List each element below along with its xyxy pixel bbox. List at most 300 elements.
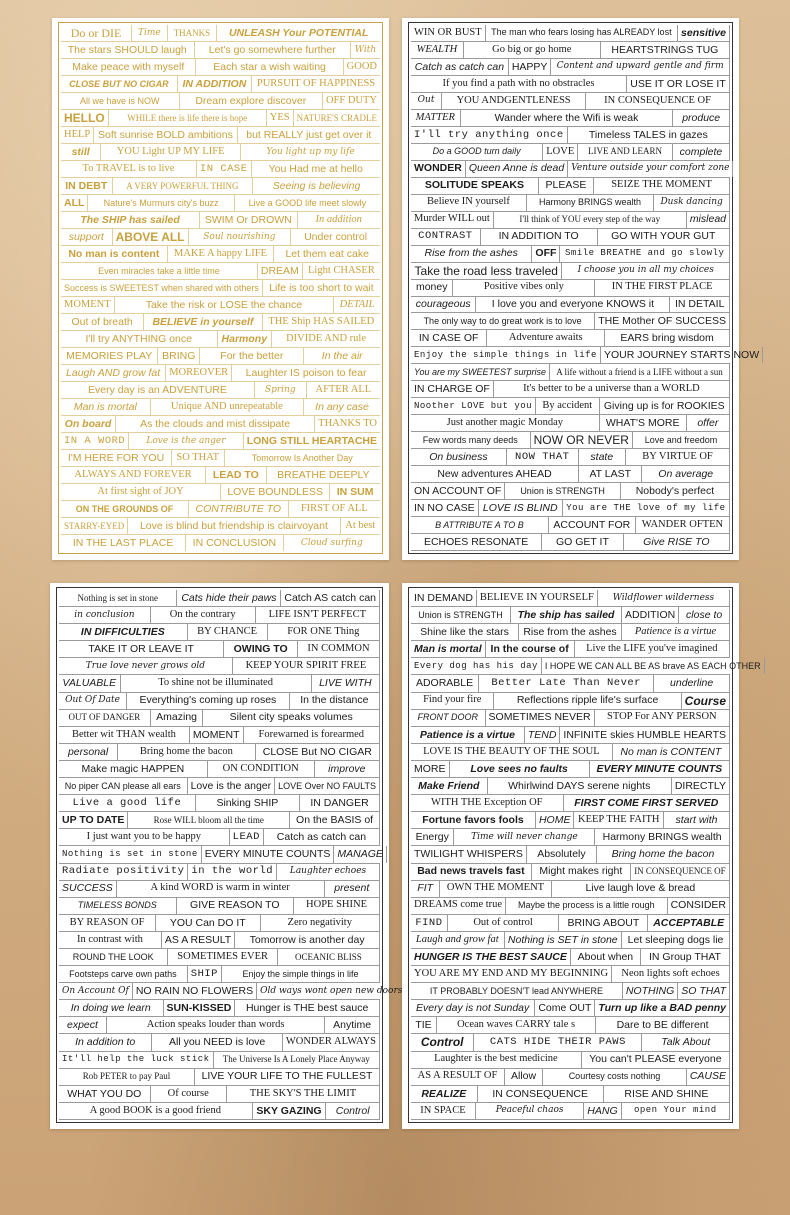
sticker-row [59,1000,380,1017]
phrase-sticker: Love is the anger [188,778,276,794]
phrase-sticker: LOVE BOUNDLESS [221,484,330,500]
phrase-sticker: Time [132,25,167,41]
phrase-sticker: Queen Anne is dead [466,161,568,177]
phrase-sticker: Do a GOOD turn daily [411,144,543,160]
phrase-sticker: OCEANIC BLISS [278,949,380,965]
phrase-sticker: Come OUT [535,1000,595,1016]
phrase-sticker: On average [642,466,730,482]
sticker-row [411,398,730,415]
phrase-sticker: Better Late Than Never [479,675,654,691]
sticker-row [411,483,730,500]
phrase-sticker: Adventure awaits [487,330,605,346]
phrase-sticker: NOTHING [623,983,678,999]
phrase-sticker: Every day is not Sunday [411,1000,535,1016]
sticker-row [411,966,730,983]
phrase-sticker: SOLITUDE SPEAKS [411,178,539,194]
phrase-sticker: Bring home the bacon [118,744,255,760]
sticker-row [61,76,380,93]
phrase-sticker: TAKE IT OR LEAVE IT [59,641,224,657]
phrase-sticker: Noother LOVE but you [411,398,536,414]
phrase-sticker: Take the road less traveled [411,263,562,279]
phrase-sticker: NOW OR NEVER [531,432,633,448]
phrase-sticker: Sinking SHIP [196,795,300,811]
phrase-sticker: Fortune favors fools [411,812,536,828]
phrase-sticker: ALL [61,195,88,211]
phrase-sticker: GO WITH YOUR GUT [598,229,730,245]
phrase-sticker: The Universe Is A Lonely Place Anyway [214,1052,380,1068]
phrase-sticker: IN COMMON [298,641,380,657]
phrase-sticker: but REALLY just get over it [246,128,372,141]
phrase-sticker: SO THAT [678,983,730,999]
sticker-row [59,1052,380,1069]
phrase-sticker: AS A RESULT OF [411,1069,505,1085]
sticker-row [411,500,730,517]
phrase-sticker: SWIM Or DROWN [200,212,297,228]
phrase-sticker: Let sleeping dogs lie [622,932,730,948]
sticker-row [411,25,730,42]
sticker-row [411,864,730,881]
phrase-sticker: IN DANGER [300,795,380,811]
phrase-sticker: DREAMS come true [411,898,506,914]
phrase-sticker: LOVE Over NO FAULTS [275,778,380,794]
phrase-sticker: Enjoy the simple things in life [411,347,601,363]
phrase-sticker: Live a GOOD life meet slowly [248,197,367,208]
sticker-row [411,812,730,829]
phrase-sticker: YOUR JOURNEY STARTS NOW [601,347,763,363]
sticker-row [61,42,380,59]
phrase-sticker: state [579,449,626,465]
phrase-sticker: Dream explore discover [180,93,323,109]
sticker-row [411,675,730,692]
phrase-sticker: Make peace with myself [61,59,196,75]
phrase-sticker: Life is too short to wait [269,281,374,294]
phrase-sticker: AT LAST [579,466,642,482]
phrase-sticker: FIT [411,881,440,897]
phrase-sticker: Make magic HAPPEN [59,761,208,777]
sticker-row [411,1000,730,1017]
phrase-sticker: AS A RESULT [162,932,235,948]
phrase-sticker: Love is blind but friendship is clairvoyant [128,518,340,534]
phrase-sticker: ADDITION [622,607,679,623]
sticker-row [61,365,380,382]
phrase-sticker: WITH THE Exception OF [411,795,564,811]
phrase-sticker: CONSIDER [668,898,730,914]
phrase-sticker: The stars SHOULD laugh [61,42,195,58]
sticker-row [411,415,730,432]
phrase-sticker: Love sees no faults [450,761,590,777]
sticker-row [59,761,380,778]
phrase-sticker: Patience is a virtue [411,727,525,743]
phrase-sticker: I'll try ANYTHING once [61,331,218,347]
phrase-sticker: ROUND THE LOOK [59,949,168,965]
phrase-sticker: Radiate positivity [59,864,188,880]
phrase-sticker: LEAD [230,829,264,845]
phrase-sticker: IN CASE [197,161,252,177]
sticker-row [61,467,380,484]
sticker-row [411,330,730,347]
phrase-sticker: CONTRIBUTE TO [189,501,289,517]
sticker-row [59,641,380,658]
phrase-sticker: IN THE LAST PLACE [61,535,186,551]
phrase-sticker: sensitive [678,25,730,41]
phrase-sticker: KEEP THE FAITH [574,812,664,828]
phrase-sticker: RISE AND SHINE [604,1086,730,1102]
phrase-sticker: FOR ONE Thing [268,624,380,640]
phrase-sticker: SOMETIMES NEVER [486,710,595,726]
phrase-sticker: The only way to do great work is to love [411,313,595,329]
phrase-sticker: Anytime [325,1017,380,1033]
phrase-sticker: Out of control [448,915,559,931]
phrase-sticker: GIVE REASON TO [177,898,295,914]
phrase-sticker: ON ACCOUNT OF [411,483,505,499]
phrase-sticker: Amazing [151,710,204,726]
sticker-row [61,416,380,433]
phrase-sticker: Spring [255,382,307,398]
phrase-sticker: Absolutely [527,846,597,862]
phrase-sticker: Time will never change [454,829,595,845]
phrase-sticker: Nothing is SET in stone [505,932,623,948]
sticker-row [59,898,380,915]
sticker-row [411,347,760,364]
sticker-row [411,1052,730,1069]
sticker-row [59,881,380,898]
sticker-sheet-3 [50,583,403,1129]
phrase-sticker: Let's go somewhere further [195,42,352,58]
phrase-sticker: Union is STRENGTH [505,483,621,499]
sticker-row [59,932,380,949]
sticker-row [59,624,380,641]
phrase-sticker: MOREOVER [166,365,232,381]
phrase-sticker: IN DETAIL [670,297,730,313]
phrase-sticker: YES [267,110,294,126]
sticker-row [61,280,380,297]
phrase-sticker: SUN-KISSED [164,1000,236,1016]
phrase-sticker: start with [664,812,730,828]
sticker-row [61,263,380,280]
phrase-sticker: WANDER OFTEN [636,517,730,533]
phrase-sticker: As the clouds and mist dissipate [116,416,315,432]
phrase-sticker: IN SPACE [411,1103,476,1119]
phrase-sticker: IN NO CASE [411,500,479,516]
phrase-sticker: mislead [687,212,730,228]
phrase-sticker: CONTRAST [411,229,481,245]
phrase-sticker: SHIP [188,966,222,982]
sticker-row [411,144,730,161]
phrase-sticker: With [354,44,377,55]
phrase-sticker: ON CONDITION [208,761,315,777]
phrase-sticker: SO THAT [172,450,225,466]
phrase-sticker: IN Group THAT [641,949,730,965]
sticker-row [61,110,380,127]
sticker-row [59,778,380,795]
phrase-sticker: Reflections ripple life's surface [494,693,681,709]
phrase-sticker: I choose you in all my choices [562,263,730,279]
phrase-sticker: OFF [532,246,560,262]
sticker-row [61,25,380,42]
sticker-row [411,161,730,178]
phrase-sticker: LONG STILL HEARTACHE [246,434,377,447]
phrase-sticker: IN CONCLUSION [186,535,283,551]
phrase-sticker: Laughter IS poison to fear [245,366,367,379]
phrase-sticker: You Had me at hello [268,162,363,175]
phrase-sticker: BRING [158,348,200,364]
sticker-row [411,949,730,966]
sticker-row [411,778,730,795]
phrase-sticker: OWN THE MOMENT [440,881,551,897]
phrase-sticker: Energy [411,829,454,845]
sticker-sheet-1 [52,18,389,560]
phrase-sticker: Footsteps carve own paths [59,966,188,982]
phrase-sticker: Nothing is set in stone [59,846,202,862]
phrase-sticker: Peaceful chaos [476,1103,584,1119]
phrase-sticker: EVERY MINUTE COUNTS [202,846,335,862]
phrase-sticker: Few words many deeds [411,432,531,448]
phrase-sticker: Find your fire [411,693,494,709]
phrase-sticker: DIVIDE AND rule [286,332,366,344]
phrase-sticker: LOVE IS BLIND [479,500,563,516]
sticker-row [59,949,380,966]
sticker-row [411,212,730,229]
phrase-sticker: About when [571,949,641,965]
phrase-sticker: Bring home the bacon [597,846,730,862]
phrase-sticker: Talk About [642,1034,730,1050]
phrase-sticker: Laughter echoes [277,864,380,880]
phrase-sticker: Maybe the process is a little rough [506,898,667,914]
sticker-row [61,314,380,331]
phrase-sticker: Enjoy the simple things in life [222,966,380,982]
phrase-sticker: HAPPY [509,59,552,75]
phrase-sticker: Even miracles take a little time [61,263,258,279]
phrase-sticker: personal [59,744,118,760]
sticker-row [411,466,730,483]
phrase-sticker: In contrast with [59,932,162,948]
phrase-sticker: To shine not be illuminated [121,675,312,691]
phrase-sticker: THE Mother OF SUCCESS [595,313,730,329]
phrase-sticker: OFF DUTY [325,94,377,106]
sticker-row [411,607,730,624]
sticker-row [411,263,730,280]
phrase-sticker: MORE [411,761,450,777]
phrase-sticker: MATTER [411,110,461,126]
phrase-sticker: Venture outside your comfort zone [568,161,733,177]
phrase-sticker: OWING TO [224,641,298,657]
phrase-sticker: I'll think of YOU every step of the way [494,212,687,228]
phrase-sticker: Harmony [218,331,273,347]
sticker-row [411,449,730,466]
phrase-sticker: Shine like the stars [411,624,519,640]
phrase-sticker: No piper CAN please all ears [59,778,188,794]
phrase-sticker: LIVE WITH [312,675,380,691]
phrase-sticker: Control [411,1034,474,1050]
phrase-sticker: WHAT YOU DO [59,1086,151,1102]
phrase-sticker: In addition to [59,1034,152,1050]
phrase-sticker: MOMENT [190,727,244,743]
phrase-sticker: YOU ARE MY END AND MY BEGINNING [411,966,612,982]
phrase-sticker: Soft sunrise BOLD ambitions [94,127,237,143]
phrase-sticker: In any case [315,400,369,413]
phrase-sticker: Nothing is set in stone [59,590,177,606]
phrase-sticker: Laughter is the best medicine [411,1052,582,1068]
sticker-row [59,727,380,744]
sticker-row [59,693,380,710]
sticker-grid [56,587,403,1123]
sticker-row [61,229,380,246]
phrase-sticker: You are THE love of my life [563,500,730,516]
phrase-sticker: WONDER ALWAYS [283,1034,380,1050]
phrase-sticker: Soul nourishing [189,229,292,245]
phrase-sticker: At first sight of JOY [61,484,221,500]
phrase-sticker: In the distance [290,693,380,709]
phrase-sticker: WONDER [411,161,466,177]
phrase-sticker: All we have is NOW [61,93,180,109]
phrase-sticker: I love you and everyone KNOWS it [476,297,670,313]
sticker-row [59,1086,380,1103]
sticker-row [61,433,380,450]
phrase-sticker: True love never grows old [59,658,233,674]
phrase-sticker: EVERY MINUTE COUNTS [590,761,730,777]
phrase-sticker: B ATTRIBUTE A TO B [411,517,549,533]
phrase-sticker: ECHOES RESONATE [411,534,542,550]
phrase-sticker: HANG [584,1103,621,1119]
sticker-row [61,348,380,365]
phrase-sticker: in conclusion [59,607,151,623]
sticker-sheet-2 [402,18,760,560]
phrase-sticker: BY REASON OF [59,915,156,931]
phrase-sticker: Rob PETER to pay Paul [59,1069,195,1085]
phrase-sticker: Of course [151,1086,227,1102]
phrase-sticker: Every dog has his day [411,658,542,674]
sticker-row [411,658,761,675]
phrase-sticker: On Account Of [59,983,133,999]
phrase-sticker: expect [59,1017,107,1033]
phrase-sticker: TIMELESS BONDS [59,898,177,914]
phrase-sticker: YOU ANDGENTLENESS [442,93,586,109]
phrase-sticker: courageous [411,297,476,313]
sticker-row [61,382,380,399]
sticker-row [411,127,730,144]
phrase-sticker: Out [411,93,442,109]
phrase-sticker: Out Of Date [59,693,127,709]
phrase-sticker: On board [61,416,116,432]
phrase-sticker: The man who fears losing has ALREADY lost [486,25,678,41]
phrase-sticker: On the contrary [151,607,256,623]
phrase-sticker: SKY GAZING [253,1103,327,1119]
sticker-row [411,313,730,330]
phrase-sticker: Old ways wont open new doors [257,983,406,999]
phrase-sticker: Love is the anger [129,433,244,449]
phrase-sticker: Zero negativity [261,915,381,931]
phrase-sticker: Out of breath [61,314,144,330]
phrase-sticker: BY CHANCE [188,624,268,640]
sticker-row [411,846,730,863]
sticker-row [59,710,380,727]
phrase-sticker: At best [345,519,376,531]
phrase-sticker: A life without a friend is a LIFE without a sun [550,364,730,380]
phrase-sticker: In addition [315,213,362,225]
sticker-row [411,761,730,778]
sticker-row [411,1103,730,1120]
sticker-row [411,364,730,381]
phrase-sticker: YOU Light UP MY LIFE [101,144,241,160]
phrase-sticker: I'M HERE FOR YOU [61,450,172,466]
sticker-row [59,983,403,1000]
sticker-row [411,829,730,846]
sticker-row [411,381,730,398]
phrase-sticker: Tomorrow Is Another Day [251,452,353,463]
phrase-sticker: IN ADDITION [178,76,252,92]
phrase-sticker: Light CHASER [307,264,375,276]
sticker-row [61,59,380,76]
sticker-row [411,280,730,297]
sticker-row [411,246,730,263]
phrase-sticker: Might makes right [532,864,631,880]
phrase-sticker: By accident [536,398,600,414]
phrase-sticker: In the course of [486,641,575,657]
sticker-row [411,710,730,727]
phrase-sticker: It's better to be a universe than a WORLD [494,381,730,397]
sticker-sheet-4 [402,583,761,1129]
phrase-sticker: Love and freedom [633,432,730,448]
phrase-sticker: Unique AND unrepeatable [151,399,304,415]
phrase-sticker: ALWAYS AND FOREVER [61,467,206,483]
sticker-grid [58,22,383,554]
phrase-sticker: STARRY-EYED [61,518,128,534]
phrase-sticker: Tomorrow is another day [235,932,380,948]
phrase-sticker: FIRST COME FIRST SERVED [564,795,730,811]
sticker-row [411,744,730,761]
phrase-sticker: Man is mortal [61,399,151,415]
phrase-sticker: Laugh AND grow fat [61,365,166,381]
phrase-sticker: produce [673,110,730,126]
sticker-row [411,195,730,212]
phrase-sticker: WHAT'S MORE [600,415,687,431]
phrase-sticker: HELP [61,127,94,143]
phrase-sticker: You light up my life [266,146,355,157]
sticker-row [61,518,380,535]
phrase-sticker: Catch as catch can [264,829,380,845]
phrase-sticker: A good BOOK is a good friend [59,1103,253,1119]
phrase-sticker: CLOSE But NO CIGAR [256,744,380,760]
phrase-sticker: PURSUIT OF HAPPINESS [256,77,376,89]
phrase-sticker: STOP For ANY PERSON [595,710,730,726]
phrase-sticker: FIND [411,915,448,931]
phrase-sticker: Wildflower wilderness [598,590,730,606]
phrase-sticker: Rose WILL bloom all the time [128,812,290,828]
phrase-sticker: Dare to BE different [596,1017,730,1033]
phrase-sticker: OUT OF DANGER [59,710,151,726]
phrase-sticker: Allow [505,1069,543,1085]
sticker-row [59,846,383,863]
phrase-sticker: YOU Can DO IT [156,915,261,931]
phrase-sticker: THE Ship HAS SAILED [268,315,375,327]
phrase-sticker: Neon lights soft echoes [612,966,730,982]
sticker-row [61,450,380,467]
phrase-sticker: On business [411,449,507,465]
phrase-sticker: THANKS [168,25,218,41]
sticker-row [411,898,730,915]
phrase-sticker: LEAD TO [206,467,267,483]
phrase-sticker: GO GET IT [542,534,624,550]
phrase-sticker: I'll try anything once [411,127,568,143]
phrase-sticker: ACCEPTABLE [648,915,730,931]
phrase-sticker: Catch as catch can [411,59,509,75]
phrase-sticker: REALIZE [411,1086,478,1102]
phrase-sticker: WEALTH [411,42,464,58]
phrase-sticker: UNLEASH Your POTENTIAL [228,26,369,39]
phrase-sticker: IN A WORD [61,433,129,449]
phrase-sticker: To TRAVEL is to live [61,161,197,177]
phrase-sticker: offer [687,415,730,431]
